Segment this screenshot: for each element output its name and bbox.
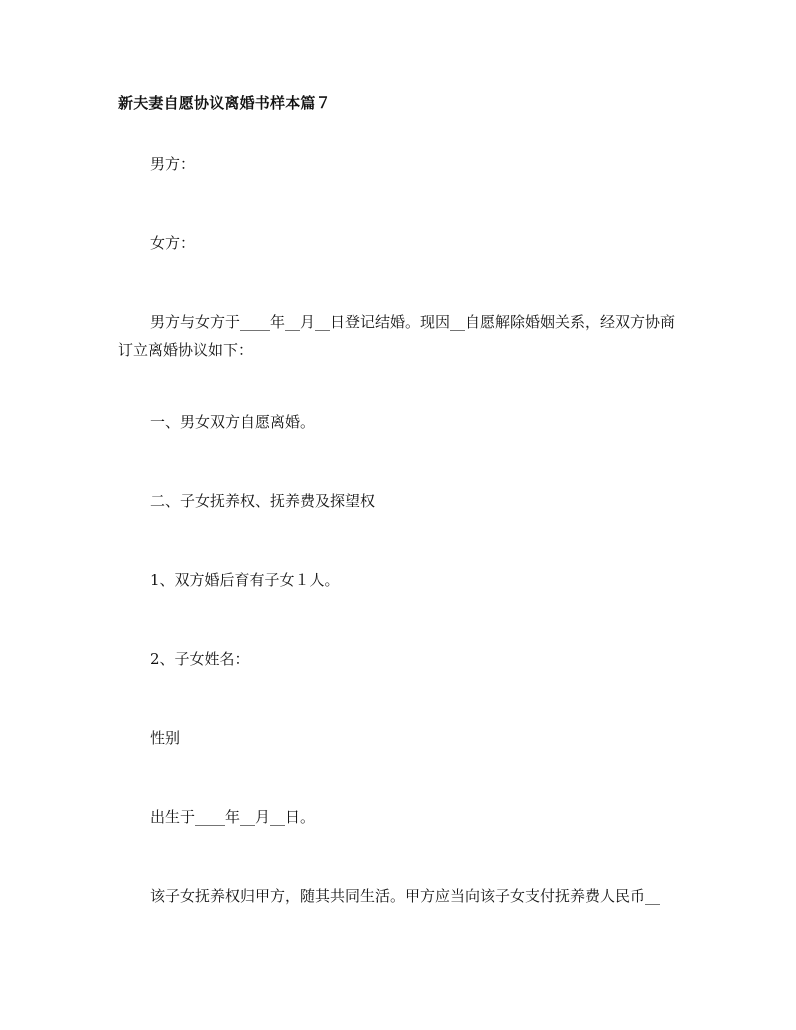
paragraph-children-count: 1、双方婚后育有子女１人。: [150, 571, 340, 589]
paragraph-marriage-registration: 男方与女方于____年__月__日登记结婚。现因__自愿解除婚姻关系，经双方协商订立离婚协议如下：: [118, 313, 676, 359]
paragraph-child-birthdate: 出生于____年__月__日。: [150, 808, 316, 826]
paragraph-female-party: 女方：: [150, 234, 196, 252]
paragraph-male-party: 男方：: [150, 155, 196, 173]
paragraph-clause-2-heading: 二、子女抚养权、抚养费及探望权: [150, 492, 376, 510]
paragraph-clause-1: 一、男女双方自愿离婚。: [150, 413, 316, 431]
paragraph-child-name: 2、子女姓名：: [150, 650, 250, 668]
document-title: 新夫妻自愿协议离婚书样本篇７: [118, 94, 331, 112]
paragraph-custody: 该子女抚养权归甲方，随其共同生活。甲方应当向该子女支付抚养费人民币__: [150, 887, 661, 905]
paragraph-child-gender: 性别: [150, 729, 181, 747]
